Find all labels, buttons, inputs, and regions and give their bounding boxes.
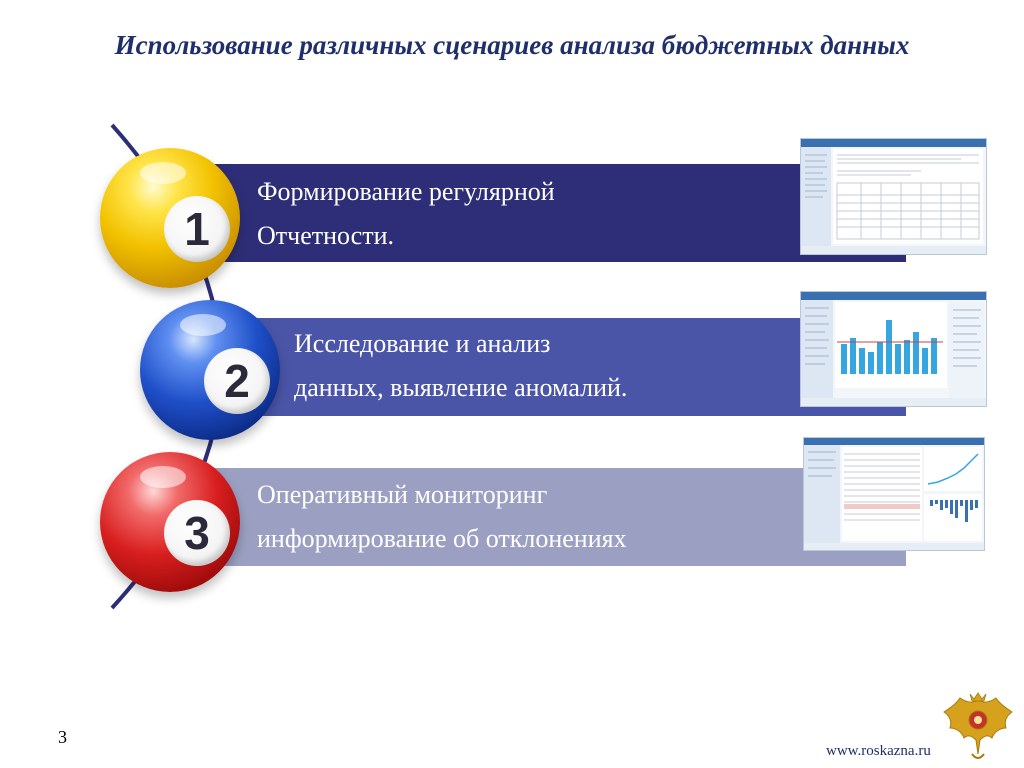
ball-3-icon bbox=[100, 452, 240, 592]
ball-1-icon bbox=[100, 148, 240, 288]
item-2-line-2: данных, выявление аномалий. bbox=[294, 373, 628, 402]
monitoring-dashboard-thumbnail bbox=[803, 437, 985, 551]
item-2-line-1: Исследование и анализ bbox=[294, 329, 551, 358]
report-form-thumbnail bbox=[800, 138, 987, 255]
double-headed-eagle-emblem-icon bbox=[942, 690, 1014, 764]
ball-3-number: 3 bbox=[184, 507, 210, 559]
item-text-2 bbox=[294, 322, 627, 410]
ball-1-number: 1 bbox=[184, 203, 210, 255]
item-1-line-2: Отчетности. bbox=[257, 221, 394, 250]
footer-url: www.roskazna.ru bbox=[826, 743, 931, 759]
ball-2-number: 2 bbox=[224, 355, 250, 407]
data-analysis-thumbnail bbox=[800, 291, 987, 407]
slide-number: 3 bbox=[58, 727, 67, 747]
slide-title: Использование различных сценариев анализа бюджетных данных bbox=[114, 30, 910, 60]
item-3-line-1: Оперативный мониторинг bbox=[257, 480, 548, 509]
item-text-1 bbox=[257, 170, 555, 258]
item-text-3 bbox=[257, 473, 627, 561]
item-1-line-1: Формирование регулярной bbox=[257, 177, 555, 206]
ball-2-icon bbox=[140, 300, 280, 440]
item-3-line-2: информирование об отклонениях bbox=[257, 524, 627, 553]
